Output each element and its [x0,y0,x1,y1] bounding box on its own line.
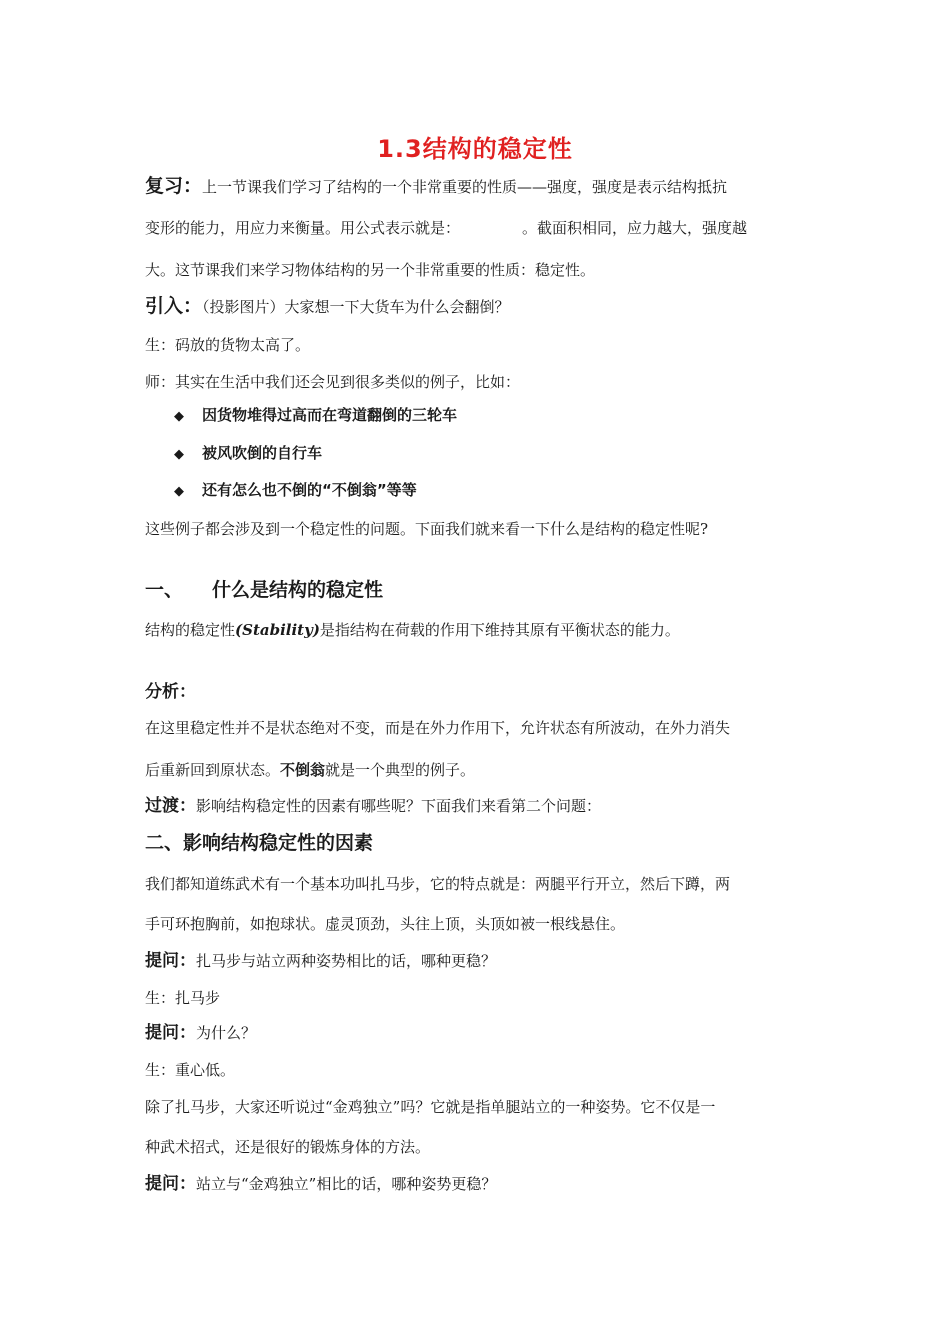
bullet-text: 被风吹倒的自行车 [202,444,323,462]
teacher-line-1: 师：其实在生活中我们还会见到很多类似的例子，比如： [145,373,521,391]
section-2-heading: 二、影响结构稳定性的因素 [145,832,374,854]
section-1-title: 什么是结构的稳定性 [212,579,384,601]
definition-text-a: 结构的稳定性 [145,621,236,639]
review-label: 复习： [145,175,203,197]
analysis-label-line [145,682,196,702]
intro-label: 引入： [145,295,203,317]
question-label: 提问： [145,951,196,971]
intro-text: （投影图片）大家想一下大货车为什么会翻倒？ [202,298,510,316]
review-text-2a: 变形的能力，用应力来衡量。用公式表示就是： [145,219,461,237]
question-label: 提问： [145,1174,196,1194]
review-line-2 [145,218,747,238]
analysis-text-2b: 就是一个典型的例子。 [325,761,476,779]
section-2-line-1: 我们都知道练武术有一个基本功叫扎马步，它的特点就是：两腿平行开立，然后下蹲，两 [145,875,731,893]
student-answer-1: 生：码放的货物太高了。 [145,336,311,354]
section-1-heading [145,577,383,603]
review-line-1 [145,176,727,197]
analysis-line-2 [145,760,475,780]
after-bullets-text: 这些例子都会涉及到一个稳定性的问题。下面我们就来看一下什么是结构的稳定性呢? [145,520,709,538]
analysis-label: 分析： [145,682,196,702]
transition-line [145,796,601,816]
intro-line [145,296,510,317]
review-text-2b: 。截面积相同，应力越大，强度越 [522,219,748,237]
bullet-item [174,443,322,465]
diamond-bullet-icon: ◆ [174,409,184,424]
review-text-1: 上一节课我们学习了结构的一个非常重要的性质——强度，强度是表示结构抵抗 [202,178,728,196]
diamond-bullet-icon: ◆ [174,484,184,499]
diamond-bullet-icon: ◆ [174,447,184,462]
bullet-text: 因货物堆得过高而在弯道翻倒的三轮车 [202,406,458,424]
paragraph-2-line-2: 种武术招式，还是很好的锻炼身体的方法。 [145,1138,431,1156]
question-text: 站立与“金鸡独立”相比的话，哪种姿势更稳？ [196,1175,497,1193]
paragraph-2-line-1: 除了扎马步，大家还听说过“金鸡独立”吗？它就是指单腿站立的一种姿势。它不仅是一 [145,1098,716,1116]
page-title: 1.3结构的稳定性 [377,135,573,163]
transition-text: 影响结构稳定性的因素有哪些呢？下面我们来看第二个问题： [196,797,602,815]
bullet-item [174,480,417,502]
student-answer-2: 生：扎马步 [145,989,221,1007]
section-2-line-2: 手可环抱胸前，如抱球状。虚灵顶劲，头往上顶，头顶如被一根线悬住。 [145,915,626,933]
analysis-line-1: 在这里稳定性并不是状态绝对不变，而是在外力作用下，允许状态有所波动，在外力消失 [145,719,731,737]
question-text: 为什么？ [196,1024,257,1042]
bullet-text: 还有怎么也不倒的“不倒翁”等等 [202,481,417,499]
question-2 [145,1023,256,1043]
question-label: 提问： [145,1023,196,1043]
stability-definition [145,620,680,640]
section-1-number: 一、 [145,579,184,601]
student-answer-3: 生：重心低。 [145,1061,236,1079]
question-1 [145,951,496,971]
definition-english-term: (Stability) [235,621,320,639]
analysis-text-2a: 后重新回到原状态。 [145,761,281,779]
definition-text-b: 是指结构在荷载的作用下维持其原有平衡状态的能力。 [319,621,680,639]
tumbler-term: 不倒翁 [280,761,326,779]
question-text: 扎马步与站立两种姿势相比的话，哪种更稳？ [196,952,497,970]
bullet-item [174,405,457,427]
review-line-3: 大。这节课我们来学习物体结构的另一个非常重要的性质：稳定性。 [145,261,596,279]
question-3 [145,1174,496,1194]
transition-label: 过渡： [145,796,196,816]
